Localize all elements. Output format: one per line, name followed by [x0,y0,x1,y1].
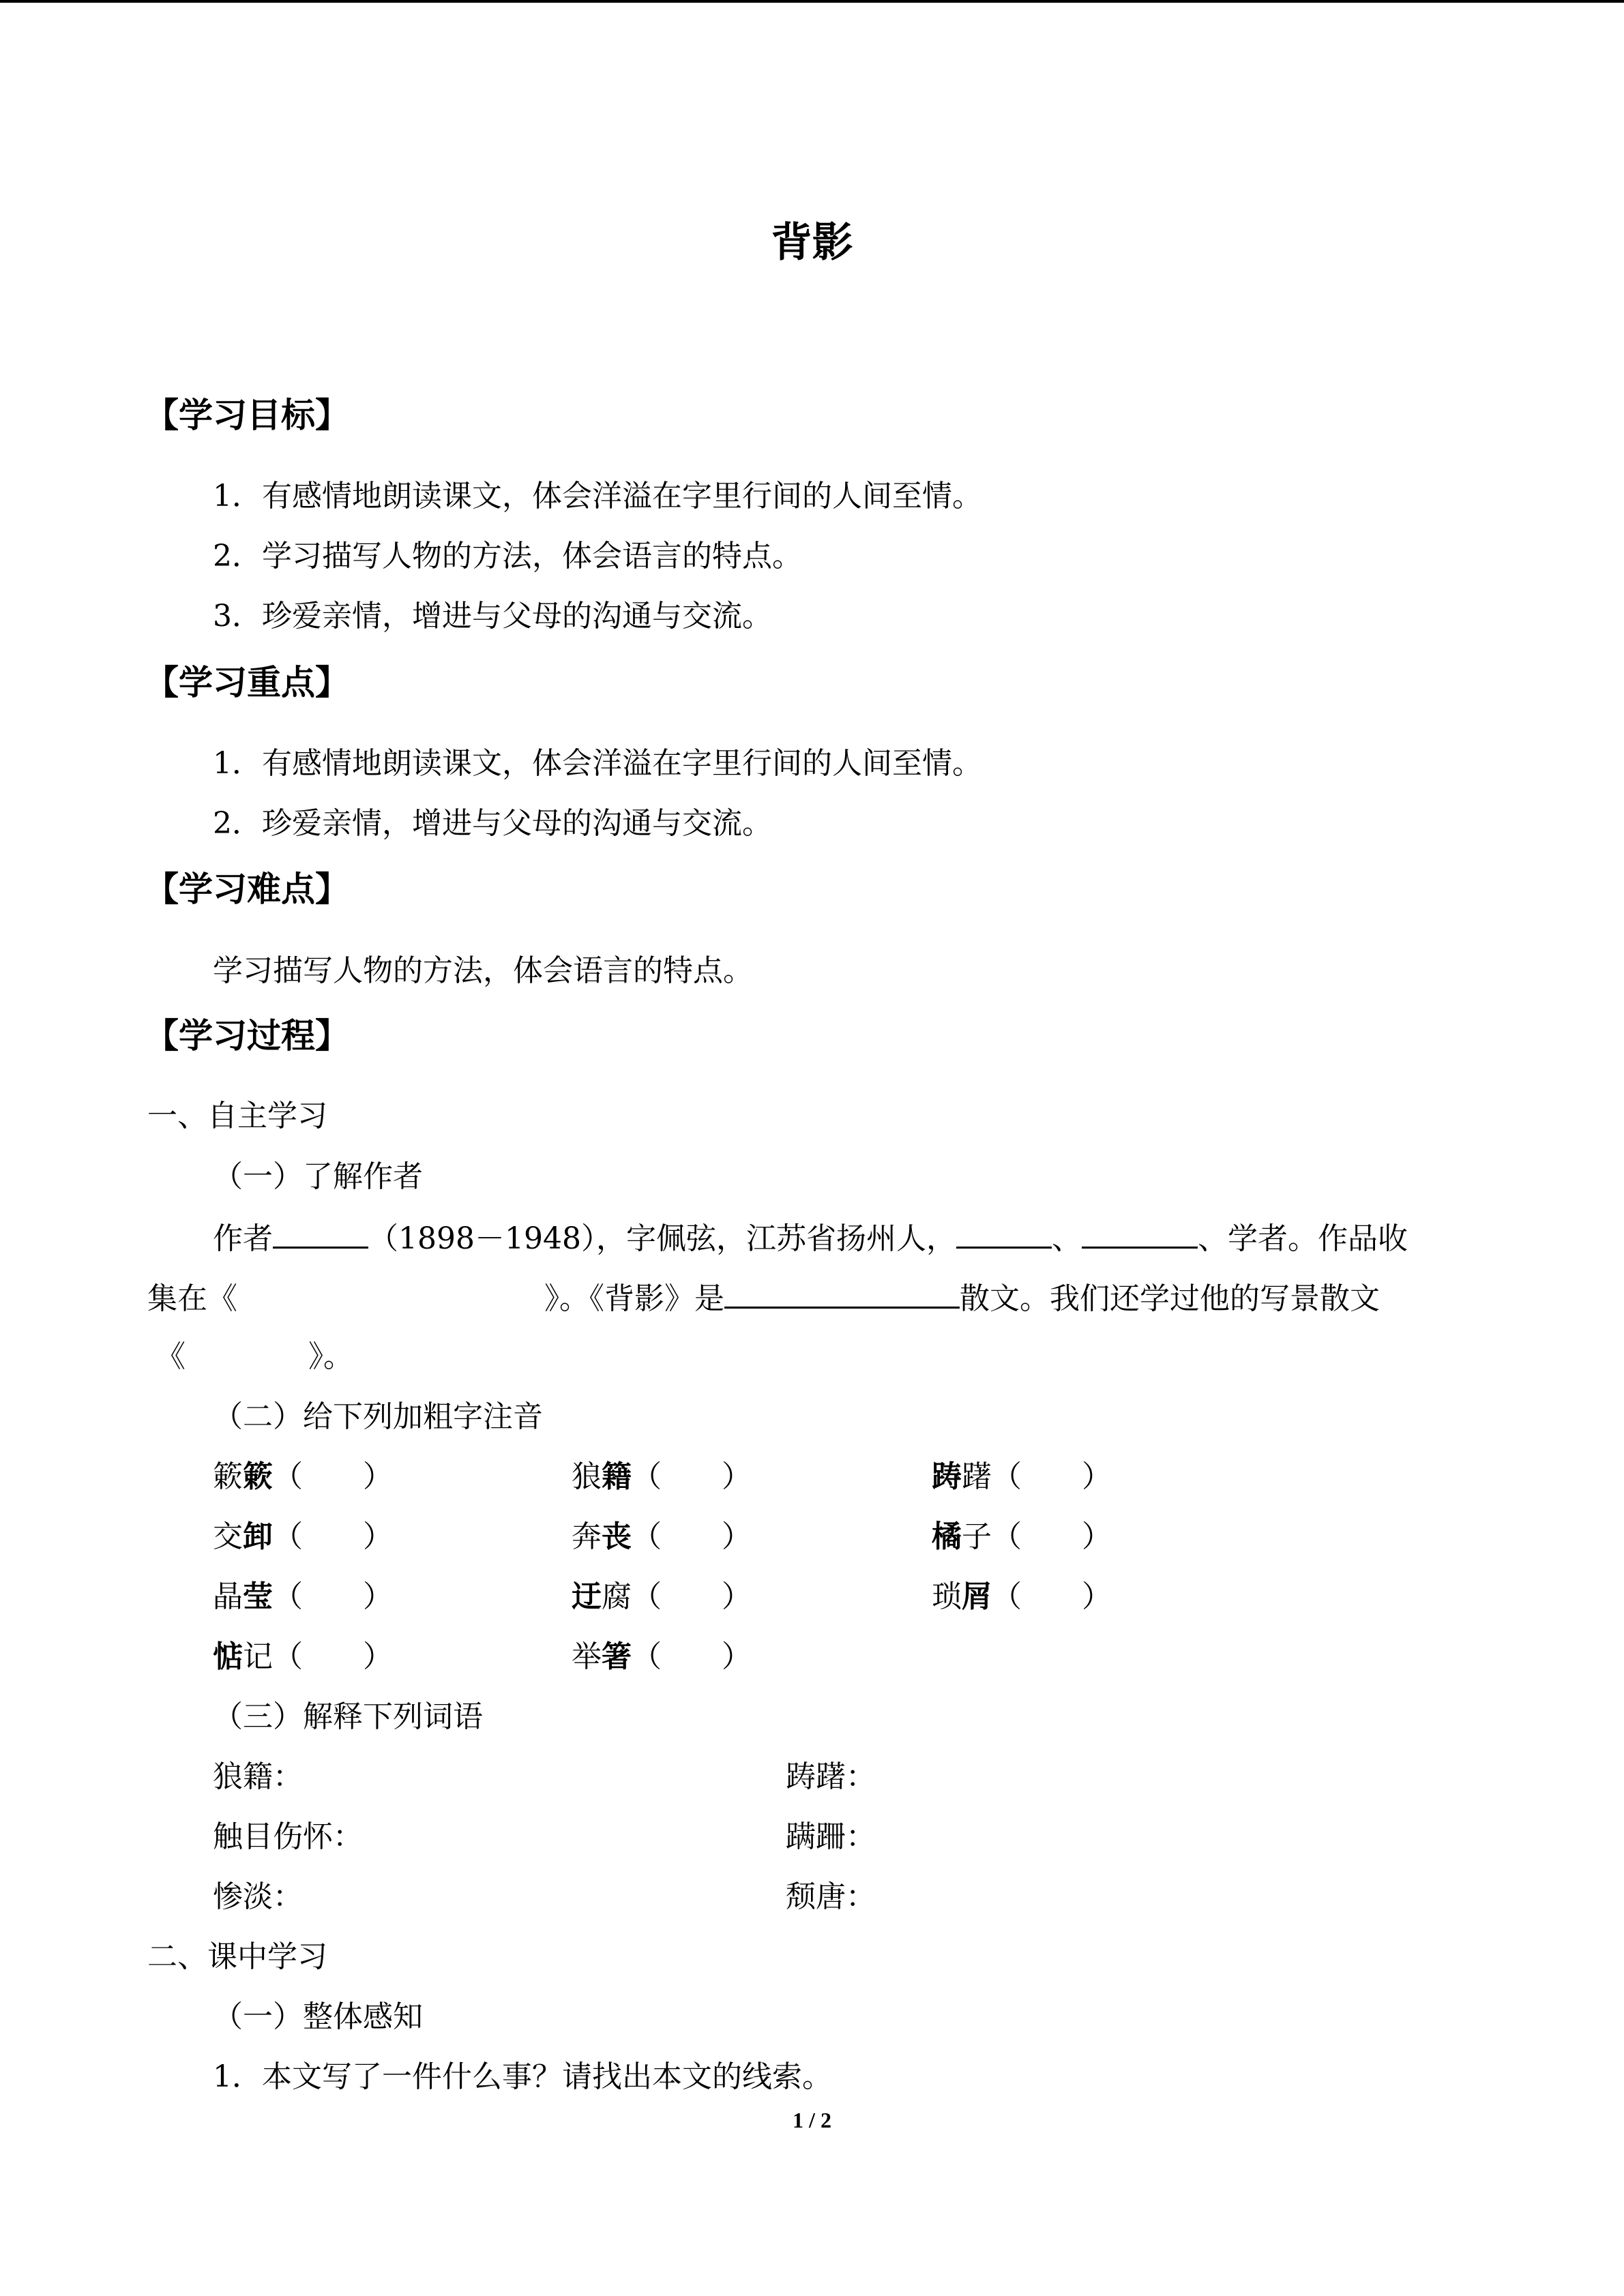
pinyin-answer-paren[interactable]: （ ） [632,1639,752,1674]
goal-item: 2．学习描写人物的方法，体会语言的特点。 [213,539,802,573]
focus-item: 2．珍爱亲情，增进与父母的沟通与交流。 [213,806,772,841]
goal-item: 3．珍爱亲情，增进与父母的沟通与交流。 [213,599,772,633]
vocab-term: 颓唐： [786,1879,876,1914]
process-heading: 【学习过程】 [145,1016,349,1056]
pinyin-item: 踌躇（ ） [932,1459,1112,1494]
identity-blank-2[interactable] [1082,1217,1198,1249]
pinyin-answer-paren[interactable]: （ ） [273,1579,393,1614]
vocab-term: 踌躇： [786,1759,876,1794]
vocab-term: 惨淡： [213,1879,303,1914]
goal-item: 1．有感情地朗读课文，体会洋溢在字里行间的人间至情。 [213,479,982,513]
pinyin-answer-paren[interactable]: （ ） [273,1639,393,1674]
part1-title: 一、自主学习 [147,1099,327,1133]
focus-heading: 【学习重点】 [145,663,349,702]
sub2-title: （二）给下列加粗字注音 [213,1399,543,1434]
essay-type-blank[interactable] [724,1277,960,1309]
question-1: 1．本文写了一件什么事？请找出本文的线索。 [213,2059,832,2094]
pinyin-item: 晶莹（ ） [213,1579,393,1614]
difficulty-heading: 【学习难点】 [145,869,349,909]
pinyin-item: 簌簌（ ） [213,1459,393,1494]
vocab-term: 蹒跚： [786,1819,876,1854]
author-line-1: 作者 （1898－1948），字佩弦，江苏省扬州人， 、 、学者。作品收 [213,1217,1408,1259]
pinyin-answer-paren[interactable]: （ ） [632,1519,752,1554]
author-line-2: 集在《 》。《背影》是 散文。我们还学过他的写景散文 [147,1277,1380,1320]
page-number: 1 / 2 [793,2108,831,2132]
vocab-term: 触目伤怀： [213,1819,363,1854]
pinyin-item: 琐屑（ ） [932,1579,1112,1614]
pinyin-item: 惦记（ ） [213,1639,393,1674]
pinyin-item: 奔丧（ ） [572,1519,752,1554]
vocab-term: 狼籍： [213,1759,303,1794]
pinyin-answer-paren[interactable]: （ ） [632,1579,752,1614]
author-name-blank[interactable] [273,1217,368,1249]
sub1-title: （一）了解作者 [213,1159,423,1194]
part2-sub1-title: （一）整体感知 [213,1999,423,2034]
pinyin-item: 橘子（ ） [932,1519,1112,1554]
pinyin-answer-paren[interactable]: （ ） [632,1459,752,1494]
pinyin-answer-paren[interactable]: （ ） [992,1519,1112,1554]
difficulty-text: 学习描写人物的方法，体会语言的特点。 [213,953,753,988]
part2-title: 二、课中学习 [147,1939,327,1974]
pinyin-item: 迂腐（ ） [572,1579,752,1614]
author-line-3: 《 》。 [156,1339,353,1374]
sub3-title: （三）解释下列词语 [213,1699,483,1734]
pinyin-item: 交卸（ ） [213,1519,393,1554]
pinyin-answer-paren[interactable]: （ ） [273,1519,393,1554]
focus-item: 1．有感情地朗读课文，体会洋溢在字里行间的人间至情。 [213,746,982,781]
pinyin-answer-paren[interactable]: （ ） [992,1459,1112,1494]
pinyin-item: 举箸（ ） [572,1639,752,1674]
pinyin-item: 狼籍（ ） [572,1459,752,1494]
goals-heading: 【学习目标】 [145,396,349,435]
page-title: 背影 [771,219,853,267]
pinyin-answer-paren[interactable]: （ ） [992,1579,1112,1614]
pinyin-answer-paren[interactable]: （ ） [273,1459,393,1494]
identity-blank-1[interactable] [956,1217,1052,1249]
